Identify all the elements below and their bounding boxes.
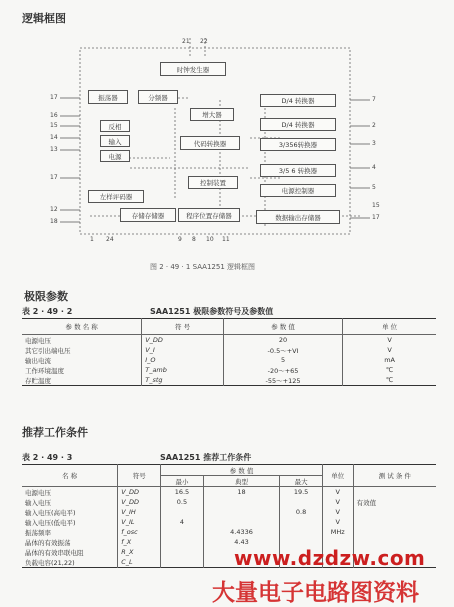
block-control: 控制装置 [188,176,238,189]
cell: 晶体的有效串联电阻 [25,548,84,557]
cell: 存贮温度 [25,376,51,385]
pin-label-right: 5 [372,184,376,191]
cell: R_X [118,547,161,557]
cell: 输入电压(低电平) [25,518,76,527]
pin-label-bottom: 24 [106,236,114,243]
table-header-row [22,319,436,335]
cell [161,527,203,537]
cell: 20 [223,335,342,346]
cell [353,507,436,517]
section-heading-logic-diagram: 逻辑框图 [22,12,66,25]
pin-label-bottom: 8 [192,236,196,243]
cell: V_DD [118,487,161,498]
pin-label-left: 13 [50,146,58,153]
column-header: 单 位 [343,319,436,335]
pin-label-left: 12 [50,206,58,213]
cell [280,497,322,507]
cell: 0.8 [280,507,322,517]
cell: 19.5 [280,487,322,498]
table-row [22,335,436,346]
cell: ℃ [343,375,436,386]
column-header: 最大 [280,476,322,487]
pin-label-left: 18 [50,218,58,225]
column-header: 参 数 值 [223,319,342,335]
block-power: 电源 [100,150,130,162]
block-input: 输入 [100,135,130,147]
cell: 电源电压 [25,336,51,345]
cell: 4.43 [203,537,280,547]
cell [353,527,436,537]
table-row [22,497,436,507]
cell: 输出电流 [25,356,51,365]
block-code-converter: 代码转换器 [180,136,240,150]
table-row [22,507,436,517]
cell [280,517,322,527]
cell: T_stg [142,375,224,386]
pin-label-top: 22 [200,38,208,45]
watermark-url: www.dzdzw.com [234,546,426,570]
column-header: 最小 [161,476,203,487]
table-row [22,345,436,355]
table-title: SAA1251 极限参数符号及参数值 [150,307,274,316]
cell: V_IL [118,517,161,527]
column-header: 名 称 [22,465,118,487]
cell [203,507,280,517]
cell [353,487,436,498]
pin-label-right: 17 [372,214,380,221]
block-inverter: 反相 [100,120,130,132]
pin-label-top: 21 [182,38,190,45]
logic-diagram [50,38,400,248]
cell: V_I [142,345,224,355]
cell: 其它引出端电压 [25,346,71,355]
pin-label-right: 4 [372,164,376,171]
cell: V_DD [142,335,224,346]
block-power-controller: 电源控制器 [260,184,336,197]
cell [203,517,280,527]
cell: 16.5 [161,487,203,498]
pin-label-left: 16 [50,112,58,119]
cell: V [343,345,436,355]
cell: -0.5～+VI [223,345,342,355]
block-store: 存储存储器 [120,208,176,222]
block-divider: 分频器 [138,90,178,104]
cell [161,557,203,568]
cell: V [322,497,353,507]
table-header-row [22,465,436,476]
pin-label-right: 15 [372,202,380,209]
block-clock-generator: 时钟发生器 [160,62,226,76]
column-header: 测 试 条 件 [353,465,436,487]
pin-label-left: 14 [50,134,58,141]
cell: -20～+65 [223,365,342,375]
cell: 18 [203,487,280,498]
cell: 有效值 [353,497,436,507]
table-row [22,517,436,527]
cell: 电源电压 [25,488,51,497]
block-oscillator: 振荡器 [88,90,128,104]
cell: V [322,507,353,517]
cell: 4 [161,517,203,527]
cell: V_IH [118,507,161,517]
cell: V [322,487,353,498]
pin-label-left: 17 [50,174,58,181]
table-row [22,365,436,375]
cell: 4.4336 [203,527,280,537]
cell [161,507,203,517]
cell: I_O [142,355,224,365]
diagram-caption: 图 2 · 49 · 1 SAA1251 逻辑框图 [150,263,255,271]
table-row [22,355,436,365]
cell: ℃ [343,365,436,375]
pin-label-bottom: 10 [206,236,214,243]
cell: 5 [223,355,342,365]
cell: V [343,335,436,346]
cell: V [322,517,353,527]
cell: MHz [322,527,353,537]
pin-label-left: 17 [50,94,58,101]
column-header: 参 数 值 [161,465,323,476]
column-header: 符 号 [142,319,224,335]
table-number: 表 2 · 49 · 2 [22,307,73,316]
cell: mA [343,355,436,365]
block-sampler: 左样评码器 [88,190,144,203]
watermark-text: 大量电子电路图资料 [212,580,419,606]
pin-label-right: 3 [372,140,376,147]
table-title: SAA1251 推荐工作条件 [160,453,252,462]
pin-label-left: 15 [50,122,58,129]
cell [161,547,203,557]
block-out-converter-4: 3/5 6 转换器 [260,164,336,177]
pin-label-bottom: 1 [90,236,94,243]
cell [280,527,322,537]
cell: 输入电压(高电平) [25,508,76,517]
pin-label-bottom: 11 [222,236,230,243]
cell: 晶体的有效振荡 [25,538,71,547]
column-header: 单位 [322,465,353,487]
block-out-converter-2: D/4 转换器 [260,118,336,131]
cell: f_X [118,537,161,547]
block-out-converter-3: 3/356转换器 [260,138,336,151]
cell: C_L [118,557,161,568]
cell: 0.5 [161,497,203,507]
block-data-output-buffer: 数据输出存储器 [256,210,340,224]
table-row [22,375,436,386]
cell [203,497,280,507]
cell: T_amb [142,365,224,375]
block-incrementer: 增大器 [190,108,234,121]
cell [353,517,436,527]
block-out-converter-1: D/4 转换器 [260,94,336,107]
cell: 工作环境温度 [25,366,64,375]
cell: 负载电容(21,22) [25,558,75,567]
table-number: 表 2 · 49 · 3 [22,453,73,462]
cell: V_DD [118,497,161,507]
pin-label-bottom: 9 [178,236,182,243]
section-heading-recommended: 推荐工作条件 [22,426,88,439]
pin-label-right: 2 [372,122,376,129]
section-heading-limits: 极限参数 [24,290,68,303]
table-row [22,527,436,537]
cell: f_osc [118,527,161,537]
cell [161,537,203,547]
cell: 输入电压 [25,498,51,507]
table-row [22,487,436,498]
pin-label-right: 7 [372,96,376,103]
column-header: 典型 [203,476,280,487]
block-program-store: 程序位置存储器 [178,208,240,222]
column-header: 符号 [118,465,161,487]
limits-table [22,318,436,386]
column-header: 参 数 名 称 [65,323,98,331]
cell: 振荡频率 [25,528,51,537]
cell: -55～+125 [223,375,342,386]
